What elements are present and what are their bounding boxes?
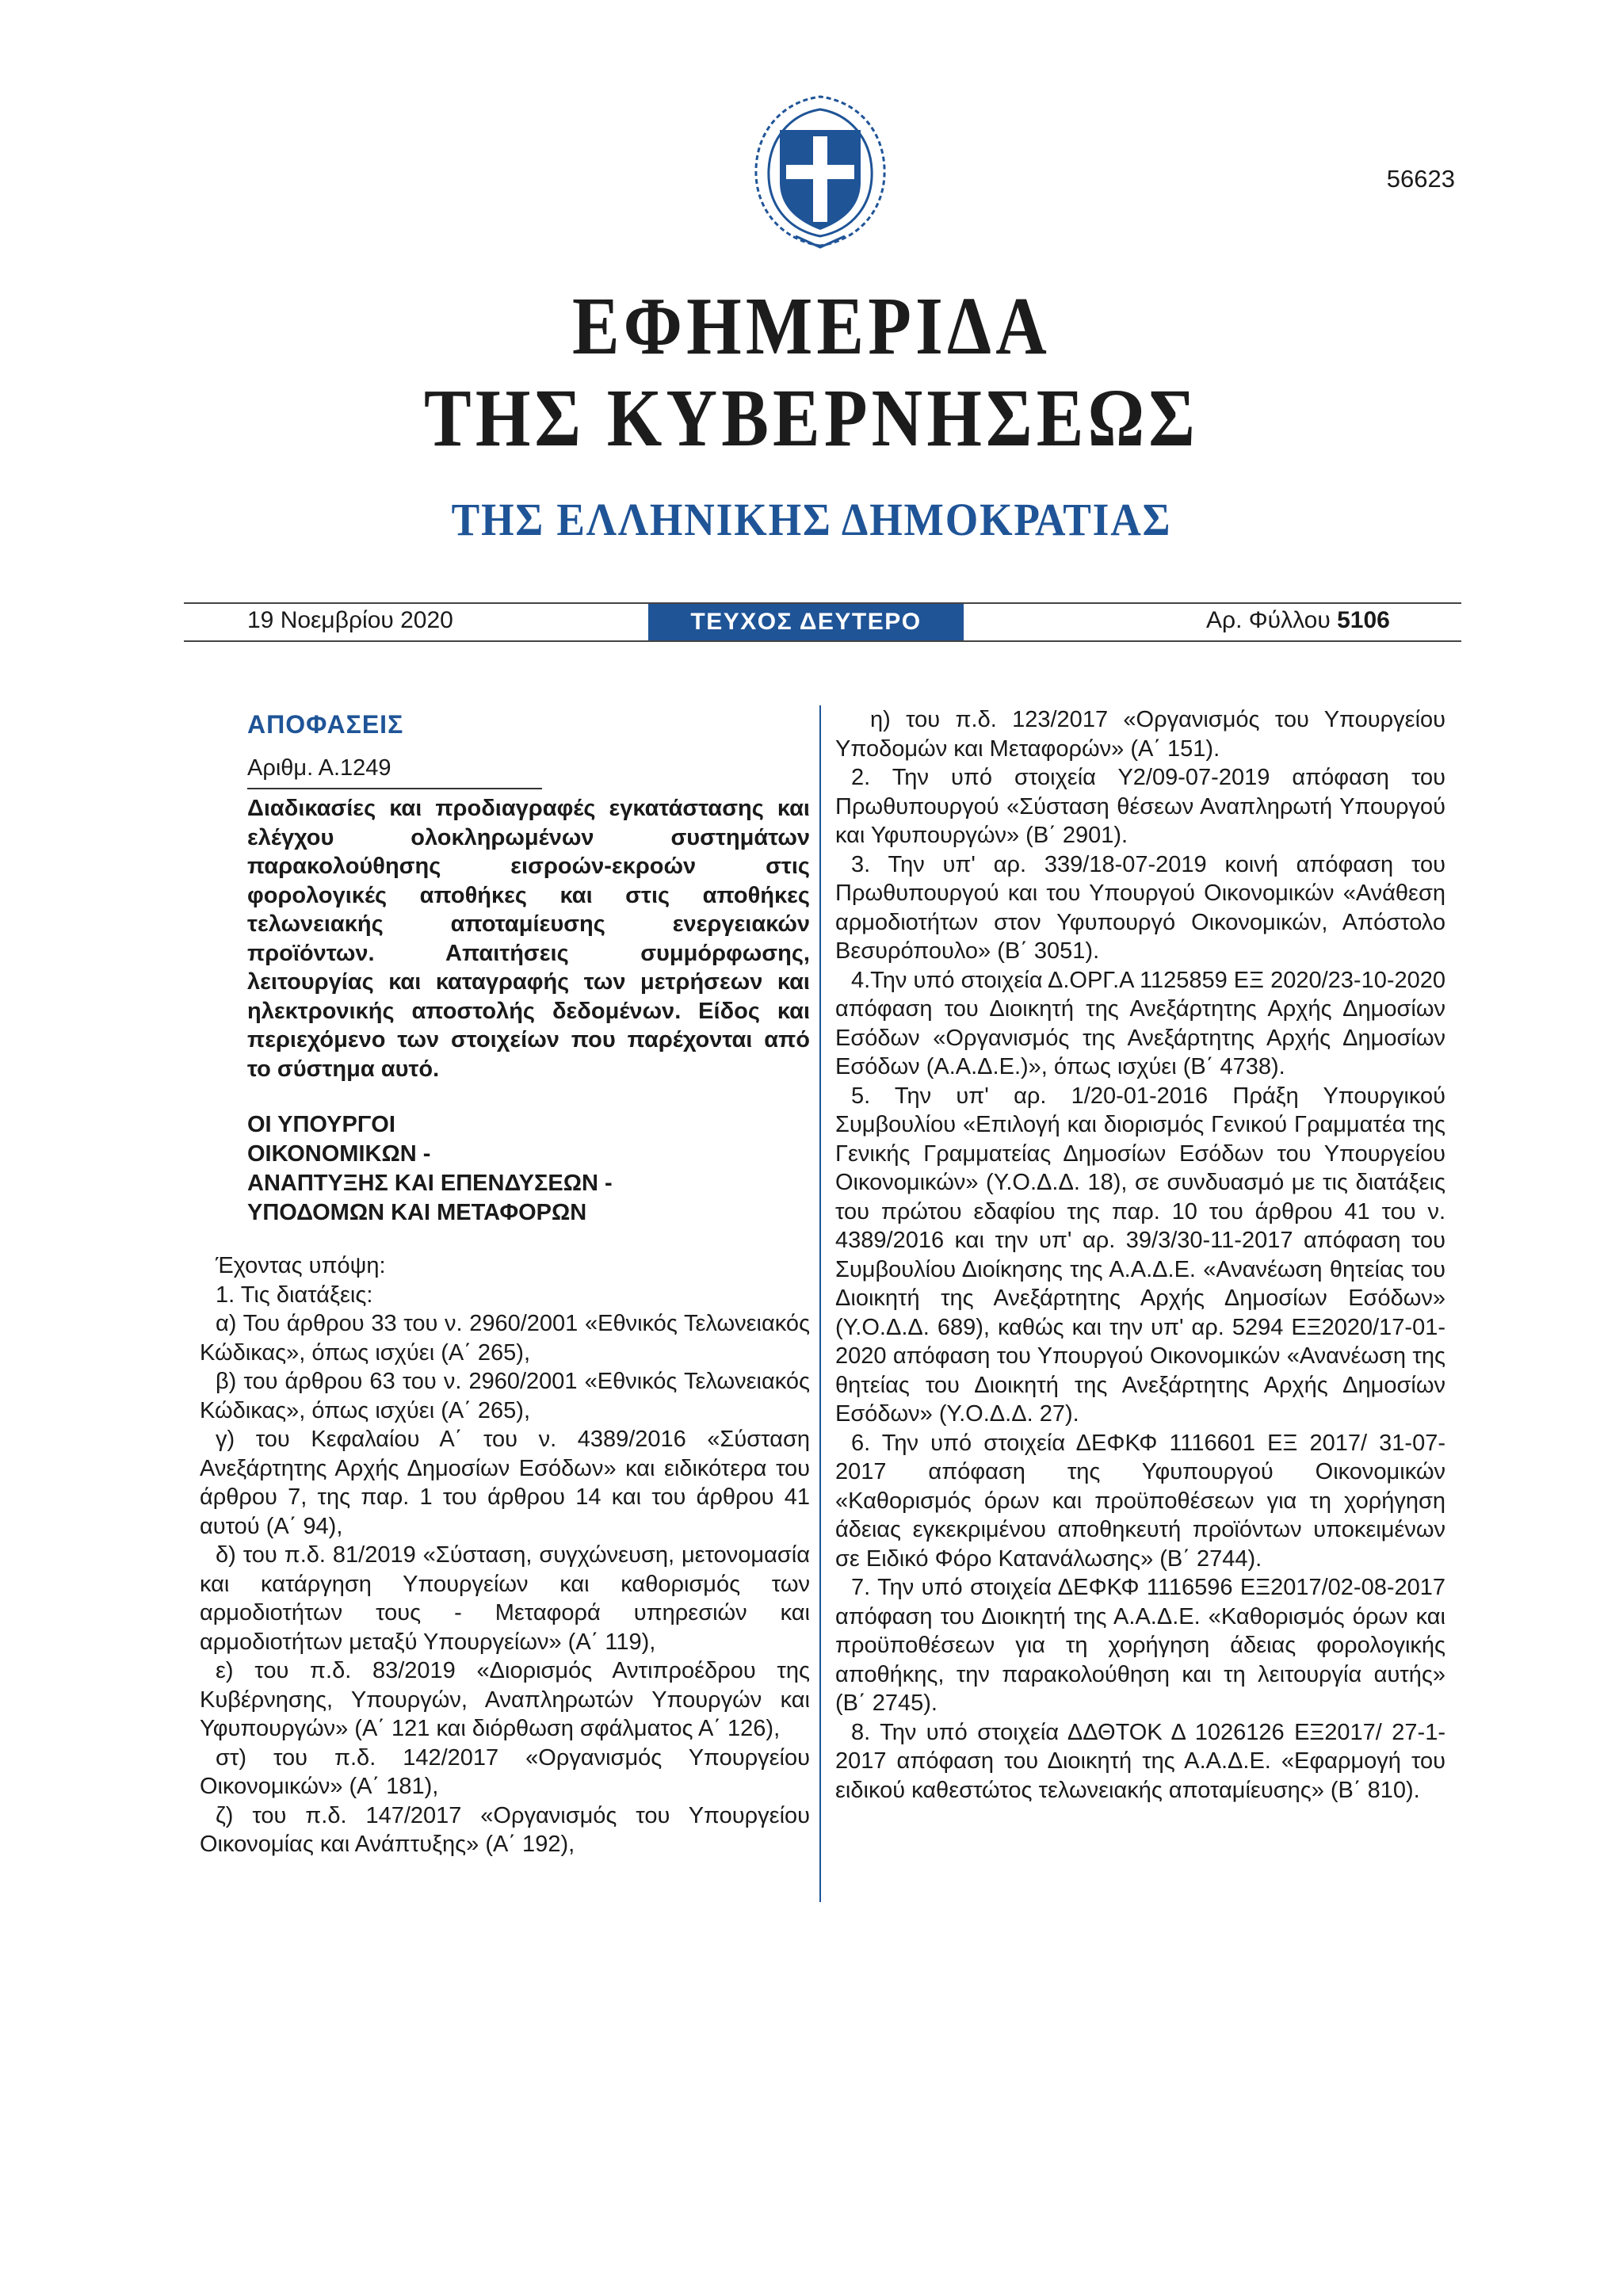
gazette-title-line2: ΤΗΣ ΚΥΒΕΡΝΗΣΕΩΣ xyxy=(424,372,1199,464)
paragraph: η) του π.δ. 123/2017 «Οργανισμός του Υπουργείου Υποδομών και Μεταφορών» (Α΄ 151). xyxy=(835,707,1445,762)
paragraph: α) Του άρθρου 33 του ν. 2960/2001 «Εθνικός Τελωνειακός Κώδικας», όπως ισχύει (Α΄ 265), xyxy=(200,1311,810,1366)
ministers-line: ΟΙ ΥΠΟΥΡΓΟΙ xyxy=(247,1112,395,1137)
decision-number: Αριθμ. Α.1249 xyxy=(247,755,391,781)
paragraph: 6. Την υπό στοιχεία ΔΕΦΚΦ 1116601 ΕΞ 2017/ 31-07-2017 απόφαση της Υφυπουργού Οικονομικών «Καθορισμός όρων και προϋποθέσεων για τη χορήγηση άδειας εγκεκριμένου αποθηκευτή προϊόντων υποκειμένων σε Ειδικό Φόρο Κατανάλωσης» (Β΄ 2744). xyxy=(835,1430,1445,1572)
paragraph: Έχοντας υπόψη: xyxy=(216,1253,386,1278)
paragraph: β) του άρθρου 63 του ν. 2960/2001 «Εθνικός Τελωνειακός Κώδικας», όπως ισχύει (Α΄ 265), xyxy=(200,1369,810,1423)
ministers-line: ΟΙΚΟΝΟΜΙΚΩΝ - xyxy=(247,1141,431,1167)
paragraph: 7. Την υπό στοιχεία ΔΕΦΚΦ 1116596 ΕΞ2017/02-08-2017 απόφαση του Διοικητή της Α.Α.Δ.Ε. «Καθορισμός όρων και προϋποθέσεων για τη χορήγηση άδειας φορολογικής αποθήκης, την παρακολούθηση και τη λειτουργία αυτής» (Β΄ 2745). xyxy=(835,1575,1445,1716)
sheet-label: Αρ. Φύλλου xyxy=(1206,607,1331,633)
page-number: 56623 xyxy=(1386,165,1455,193)
sheet-number xyxy=(1206,607,1390,634)
issue-date: 19 Νοεμβρίου 2020 xyxy=(247,607,453,633)
gazette-subtitle: ΤΗΣ ΕΛΛΗΝΙΚΗΣ ΔΗΜΟΚΡΑΤΙΑΣ xyxy=(451,494,1172,545)
paragraph: 5. Την υπ' αρ. 1/20-01-2016 Πράξη Υπουργικού Συμβουλίου «Επιλογή και διορισμός Γενικού Γραμματέα της Γενικής Γραμματείας Δημοσίων Εσόδων του Υπουργείου Οικονομικών» (Υ.Ο.Δ.Δ. 18), σε συνδυασμό με τις διατάξεις του πρώτου εδαφίου της παρ. 10 του άρθρου 41 του ν. 4389/2016 και την υπ' αρ. 39/3/30-11-2017 απόφαση του Συμβουλίου Διοίκησης της Α.Α.Δ.Ε. «Ανανέωση θητείας του Διοικητή της Ανεξάρτητης Αρχής Δημοσίων Εσόδων» (Υ.Ο.Δ.Δ. 689), καθώς και την υπ' αρ. 5294 ΕΞ2020/17-01-2020 απόφαση του Υπουργού Οικονομικών «Ανανέωση της θητείας του Διοικητή της Ανεξάρτητης Αρχής Δημοσίων Εσόδων» (Υ.Ο.Δ.Δ. 27). xyxy=(835,1083,1445,1427)
header-rule-bottom xyxy=(184,640,1461,642)
ministers-line: ΑΝΑΠΤΥΞΗΣ ΚΑΙ ΕΠΕΝΔΥΣΕΩΝ - xyxy=(247,1171,613,1196)
paragraph: γ) του Κεφαλαίου Α΄ του ν. 4389/2016 «Σύσταση Ανεξάρτητης Αρχής Δημοσίων Εσόδων» και ειδικότερα του άρθρου 7, της παρ. 1 του άρθρου 14 και του άρθρου 41 αυτού (Α΄ 94), xyxy=(200,1427,810,1539)
paragraph: 3. Την υπ' αρ. 339/18-07-2019 κοινή απόφαση του Πρωθυπουργού και του Υπουργού Οικονομικών «Ανάθεση αρμοδιοτήτων στον Υφυπουργό Οικονομικών, Απόστολο Βεσυρόπουλο» (Β΄ 3051). xyxy=(835,851,1445,964)
paragraph: δ) του π.δ. 81/2019 «Σύσταση, συγχώνευση, μετονομασία και κατάργηση Υπουργείων και καθορισμός των αρμοδιοτήτων τους - Μεταφορά υπηρεσιών και αρμοδιοτήτων μεταξύ Υπουργείων» (Α΄ 119), xyxy=(200,1542,810,1655)
right-column xyxy=(835,705,1445,1805)
column-divider xyxy=(819,705,821,1902)
issue-badge: ΤΕΥΧΟΣ ΔΕΥΤΕΡΟ xyxy=(648,604,964,640)
paragraph: 1. Τις διατάξεις: xyxy=(216,1282,373,1308)
gazette-title-line1: ΕΦΗΜΕΡΙΔΑ xyxy=(571,281,1051,372)
coat-of-arms-icon xyxy=(748,89,892,255)
paragraph: στ) του π.δ. 142/2017 «Οργανισμός Υπουργείου Οικονομικών» (Α΄ 181), xyxy=(200,1744,810,1799)
ministers-heading xyxy=(247,1110,810,1228)
section-title: ΑΠΟΦΑΣΕΙΣ xyxy=(247,710,404,739)
paragraph: 4.Την υπό στοιχεία Δ.ΟΡΓ.Α 1125859 ΕΞ 2020/23-10-2020 απόφαση του Διοικητή της Ανεξάρτητης Αρχής Δημοσίων Εσόδων «Οργανισμός της Ανεξάρτητης Αρχής Δημοσίων Εσόδων (Α.Α.Δ.Ε.)», όπως ισχύει (Β΄ 4738). xyxy=(835,967,1445,1079)
sheet-number-value: 5106 xyxy=(1337,607,1390,633)
paragraph: 2. Την υπό στοιχεία Υ2/09-07-2019 απόφαση του Πρωθυπουργού «Σύσταση θέσεων Αναπληρωτή Υπουργού και Υφυπουργών» (Β΄ 2901). xyxy=(835,765,1445,848)
decision-title: Διαδικασίες και προδιαγραφές εγκατάστασης και ελέγχου ολοκληρωμένων συστημάτων παρακολούθησης εισροών-εκροών στις φορολογικές αποθήκες και στις αποθήκες τελωνειακής αποταμίευσης ενεργειακών προϊόντων. Απαιτήσεις συμμόρφωσης, λειτουργίας και καταγραφής των μετρήσεων και ηλεκτρονικής αποστολής δεδομένων. Είδος και περιεχόμενο των στοιχείων που παρέχονται από το σύστημα αυτό. xyxy=(247,796,810,1082)
paragraph: ε) του π.δ. 83/2019 «Διορισμός Αντιπροέδρου της Κυβέρνησης, Υπουργών, Αναπληρωτών Υπουργών και Υφυπουργών» (Α΄ 121 και διόρθωση σφάλματος Α΄ 126), xyxy=(200,1658,810,1741)
paragraph: ζ) του π.δ. 147/2017 «Οργανισμός του Υπουργείου Οικονομίας και Ανάπτυξης» (Α΄ 192), xyxy=(200,1802,810,1857)
left-column xyxy=(200,705,810,1859)
decision-rule xyxy=(247,788,542,789)
ministers-line: ΥΠΟΔΟΜΩΝ ΚΑΙ ΜΕΤΑΦΟΡΩΝ xyxy=(247,1200,587,1225)
left-body xyxy=(200,1251,810,1859)
paragraph: 8. Την υπό στοιχεία ΔΔΘΤΟΚ Δ 1026126 ΕΞ2017/ 27-1-2017 απόφαση του Διοικητή της Α.Α.Δ.Ε. «Εφαρμογή του ειδικού καθεστώτος τελωνειακής αποταμίευσης» (Β΄ 810). xyxy=(835,1719,1445,1803)
